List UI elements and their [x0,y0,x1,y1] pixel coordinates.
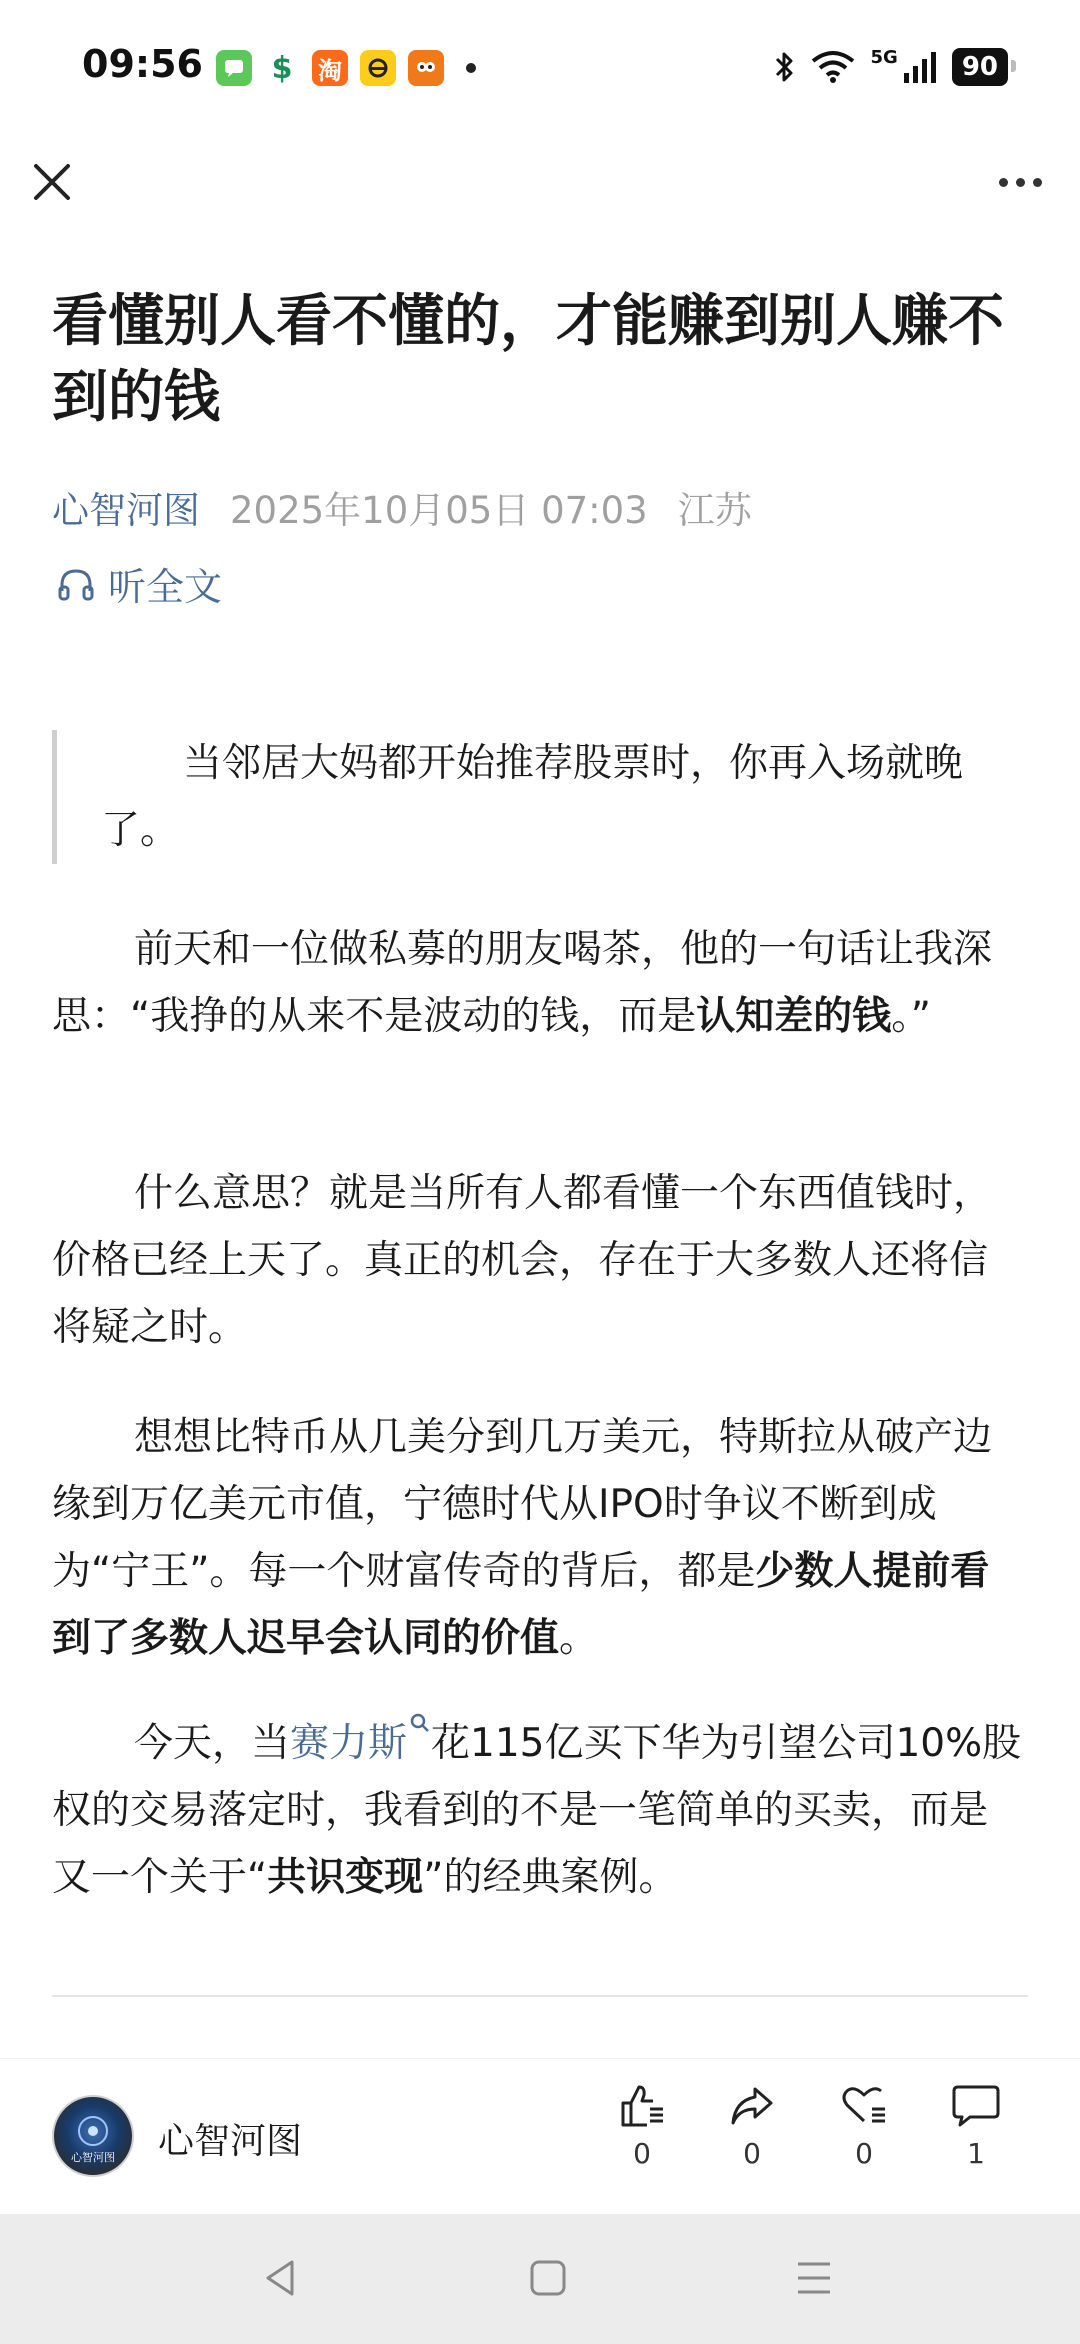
paragraph-1-text: 前天和一位做私募的朋友喝茶，他的一句话让我深思：“我挣的从来不是波动的钱，而是 [52,927,993,1039]
like-button[interactable] [602,2081,682,2170]
messages-icon [216,50,252,86]
taobao-icon: 淘 [312,50,348,86]
back-button[interactable] [258,2256,302,2304]
paragraph-3 [52,1404,1022,1672]
more-notifications-dot [466,63,476,73]
favorite-button[interactable] [824,2081,904,2170]
signal-icon [902,49,938,85]
wifi-icon [809,49,857,85]
system-icons [773,48,1009,86]
more-icon-dot [1033,178,1042,187]
article-meta [52,480,752,534]
avatar[interactable] [52,2095,134,2177]
more-icon [999,178,1008,187]
like-count: 0 [633,2137,651,2170]
share-count: 0 [743,2137,761,2170]
notification-icons [216,50,476,86]
battery-indicator: 90 [952,48,1008,86]
paragraph-4-bold: 共识变现 [267,1855,424,1900]
recents-button[interactable] [792,2256,836,2304]
owl-icon [408,50,444,86]
favorite-count: 0 [855,2137,873,2170]
status-bar [0,0,1080,140]
bottom-action-bar [0,2058,1080,2215]
paragraph-4 [52,1710,1022,1911]
paragraph-2-text: 什么意思？就是当所有人都看懂一个东西值钱时，价格已经上天了。真正的机会，存在于大多数人还将信将疑之时。 [52,1171,993,1350]
quote-text [101,730,1012,864]
listen-button[interactable] [56,556,222,611]
back-icon [258,2256,302,2300]
author-link[interactable]: 心智河图 [52,489,200,532]
headphones-icon [56,565,96,603]
paragraph-1-end: 。” [891,994,931,1039]
close-icon [28,158,76,206]
quote-content: 当邻居大妈都开始推荐股票时，你再入场就晚了。 [101,741,964,853]
comment-count: 1 [967,2137,985,2170]
close-button[interactable] [28,158,76,206]
paragraph-4-text-2: 花115亿买下华为引望公司10%股权的交易落定时，我看到的不是一笔简单的买卖，而是又一个关于“ [52,1721,1022,1900]
heart-icon [839,2081,889,2131]
menu-icon [792,2256,836,2300]
listen-label: 听全文 [108,565,223,609]
status-time: 09:56 [82,42,203,86]
home-icon [526,2256,570,2300]
share-button[interactable] [712,2081,792,2170]
blockquote [52,730,1012,864]
paragraph-4-end: ”的经典案例。 [423,1855,678,1900]
more-options-button[interactable] [988,158,1052,206]
publish-date: 2025年10月05日 07:03 [230,489,648,532]
bluetooth-icon [773,49,795,85]
paragraph-3-end: 。 [559,1616,599,1661]
paragraph-2 [52,1160,1022,1361]
paragraph-4-text: 今天，当 [134,1721,291,1766]
bank-icon: $ [264,50,300,86]
article-title: 看懂别人看不懂的，才能赚到别人赚不到的钱 [52,289,1004,430]
network-type: 5G [870,46,898,68]
publish-location: 江苏 [677,489,752,532]
app-icon [360,50,396,86]
thumbs-up-icon [617,2081,667,2131]
paragraph-1 [52,916,1022,1050]
divider [52,1995,1028,1997]
paragraph-3-text: 想想比特币从几美分到几万美元，特斯拉从破产边缘到万亿美元市值，宁德时代从IPO时争议不断到成为“宁王”。每一个财富传奇的背后，都是 [52,1415,993,1594]
paragraph-1-bold: 认知差的钱 [696,994,892,1039]
comment-icon [950,2081,1002,2131]
more-icon-dot [1016,178,1025,187]
search-icon[interactable] [409,1712,431,1734]
author-name[interactable]: 心智河图 [158,2121,303,2162]
keyword-link[interactable]: 赛力斯 [290,1721,408,1766]
avatar-label: 心智河图 [71,2151,115,2164]
system-navigation-bar [0,2214,1080,2344]
paragraph-3-bold: 少数人提前看到了多数人迟早会认同的价值 [52,1549,990,1661]
home-button[interactable] [526,2256,570,2304]
comment-button[interactable] [936,2081,1016,2170]
share-icon [727,2081,777,2131]
